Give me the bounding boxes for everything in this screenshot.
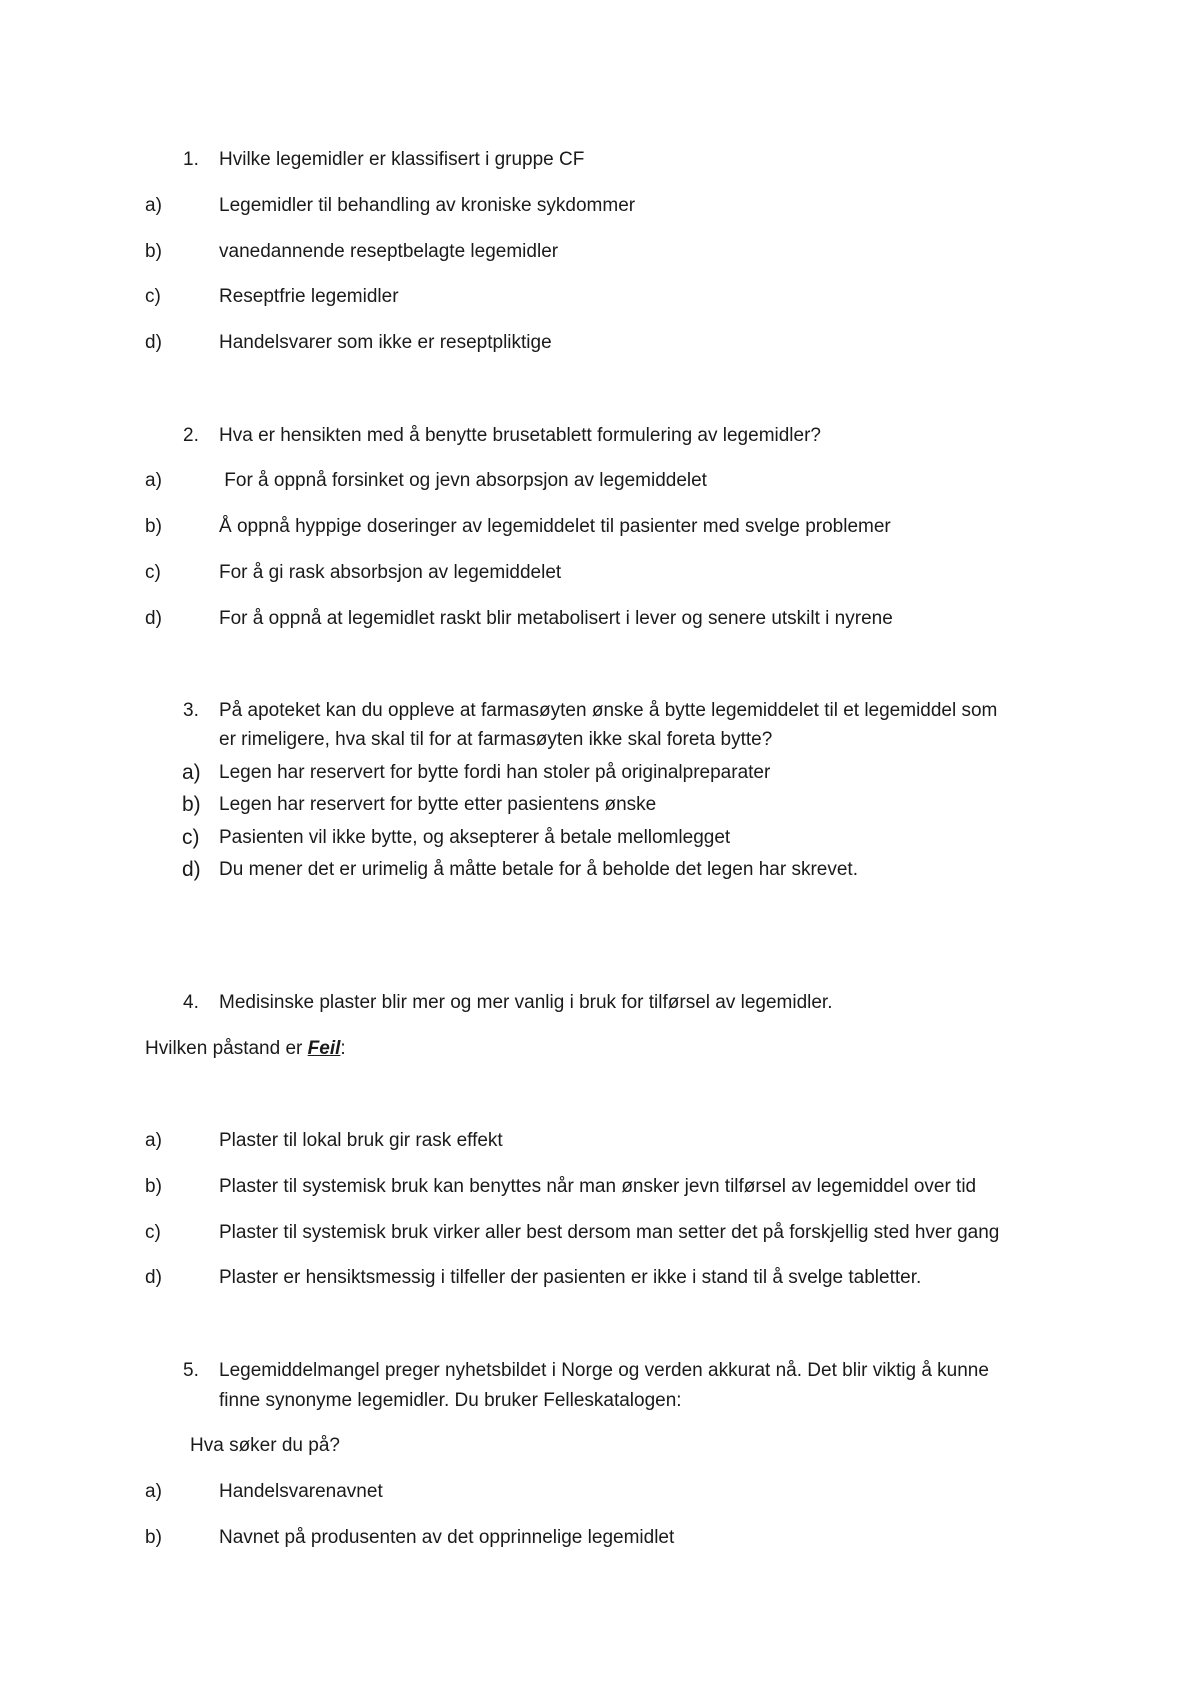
question-text: finne synonyme legemidler. Du bruker Felleskatalogen: [219,1390,682,1411]
subprompt-text [145,1037,346,1061]
option-label: d) [182,858,201,881]
option-text: Handelsvarenavnet [219,1481,383,1502]
question-text: Medisinske plaster blir mer og mer vanlig i bruk for tilførsel av legemidler. [219,992,833,1013]
option-label: a) [145,1130,162,1151]
option-label: a) [182,761,201,784]
question-text: er rimeligere, hva skal til for at farmasøyten ikke skal foreta bytte? [219,729,773,750]
option-label: b) [145,516,162,537]
option-label: a) [145,1481,162,1502]
option-text: Plaster til lokal bruk gir rask effekt [219,1130,503,1151]
question-number: 3. [183,700,199,721]
option-text: Handelsvarer som ikke er reseptpliktige [219,332,552,353]
option-label: c) [145,562,161,583]
question-text: På apoteket kan du oppleve at farmasøyten ønske å bytte legemiddelet til et legemiddel som [219,700,998,721]
option-label: d) [145,332,162,353]
option-label: b) [145,1176,162,1197]
option-label: d) [145,608,162,629]
option-label: c) [145,286,161,307]
option-label: c) [182,826,200,849]
question-text: Hvilke legemidler er klassifisert i gruppe CF [219,149,585,170]
option-text: Legemidler til behandling av kroniske sykdommer [219,195,636,216]
option-label: c) [145,1222,161,1243]
subprompt-text: Hva søker du på? [190,1435,340,1456]
option-text: Plaster er hensiktsmessig i tilfeller der pasienten er ikke i stand til å svelge tabletter. [219,1267,922,1288]
question-number: 4. [183,992,199,1013]
option-label: b) [145,1527,162,1548]
question-text: Hva er hensikten med å benytte brusetablett formulering av legemidler? [219,425,821,446]
option-text: Plaster til systemisk bruk virker aller best dersom man setter det på forskjellig sted hver gang [219,1222,1000,1243]
option-label: b) [182,793,201,816]
question-number: 2. [183,425,199,446]
question-text: Legemiddelmangel preger nyhetsbildet i Norge og verden akkurat nå. Det blir viktig å kunne [219,1360,989,1381]
option-text: Å oppnå hyppige doseringer av legemiddelet til pasienter med svelge problemer [219,516,891,537]
option-text: For å oppnå at legemidlet raskt blir metabolisert i lever og senere utskilt i nyrene [219,608,893,629]
option-text: For å oppnå forsinket og jevn absorpsjon av legemiddelet [219,470,707,491]
option-text: For å gi rask absorbsjon av legemiddelet [219,562,562,583]
option-label: a) [145,470,162,491]
subprompt-suffix: : [340,1038,346,1059]
option-text: vanedannende reseptbelagte legemidler [219,241,559,262]
option-label: b) [145,241,162,262]
option-text: Pasienten vil ikke bytte, og aksepterer å betale mellomlegget [219,827,731,848]
option-label: d) [145,1267,162,1288]
option-text: Navnet på produsenten av det opprinnelige legemidlet [219,1527,675,1548]
option-text: Plaster til systemisk bruk kan benyttes når man ønsker jevn tilførsel av legemiddel over tid [219,1176,977,1197]
option-text: Legen har reservert for bytte etter pasientens ønske [219,794,657,815]
subprompt-prefix: Hvilken påstand er [145,1038,308,1059]
question-number: 1. [183,149,199,170]
option-text: Du mener det er urimelig å måtte betale for å beholde det legen har skrevet. [219,859,858,880]
emphasized-word: Feil [307,1038,341,1059]
option-text: Reseptfrie legemidler [219,286,399,307]
option-label: a) [145,195,162,216]
question-number: 5. [183,1360,199,1381]
option-text: Legen har reservert for bytte fordi han stoler på originalpreparater [219,762,771,783]
